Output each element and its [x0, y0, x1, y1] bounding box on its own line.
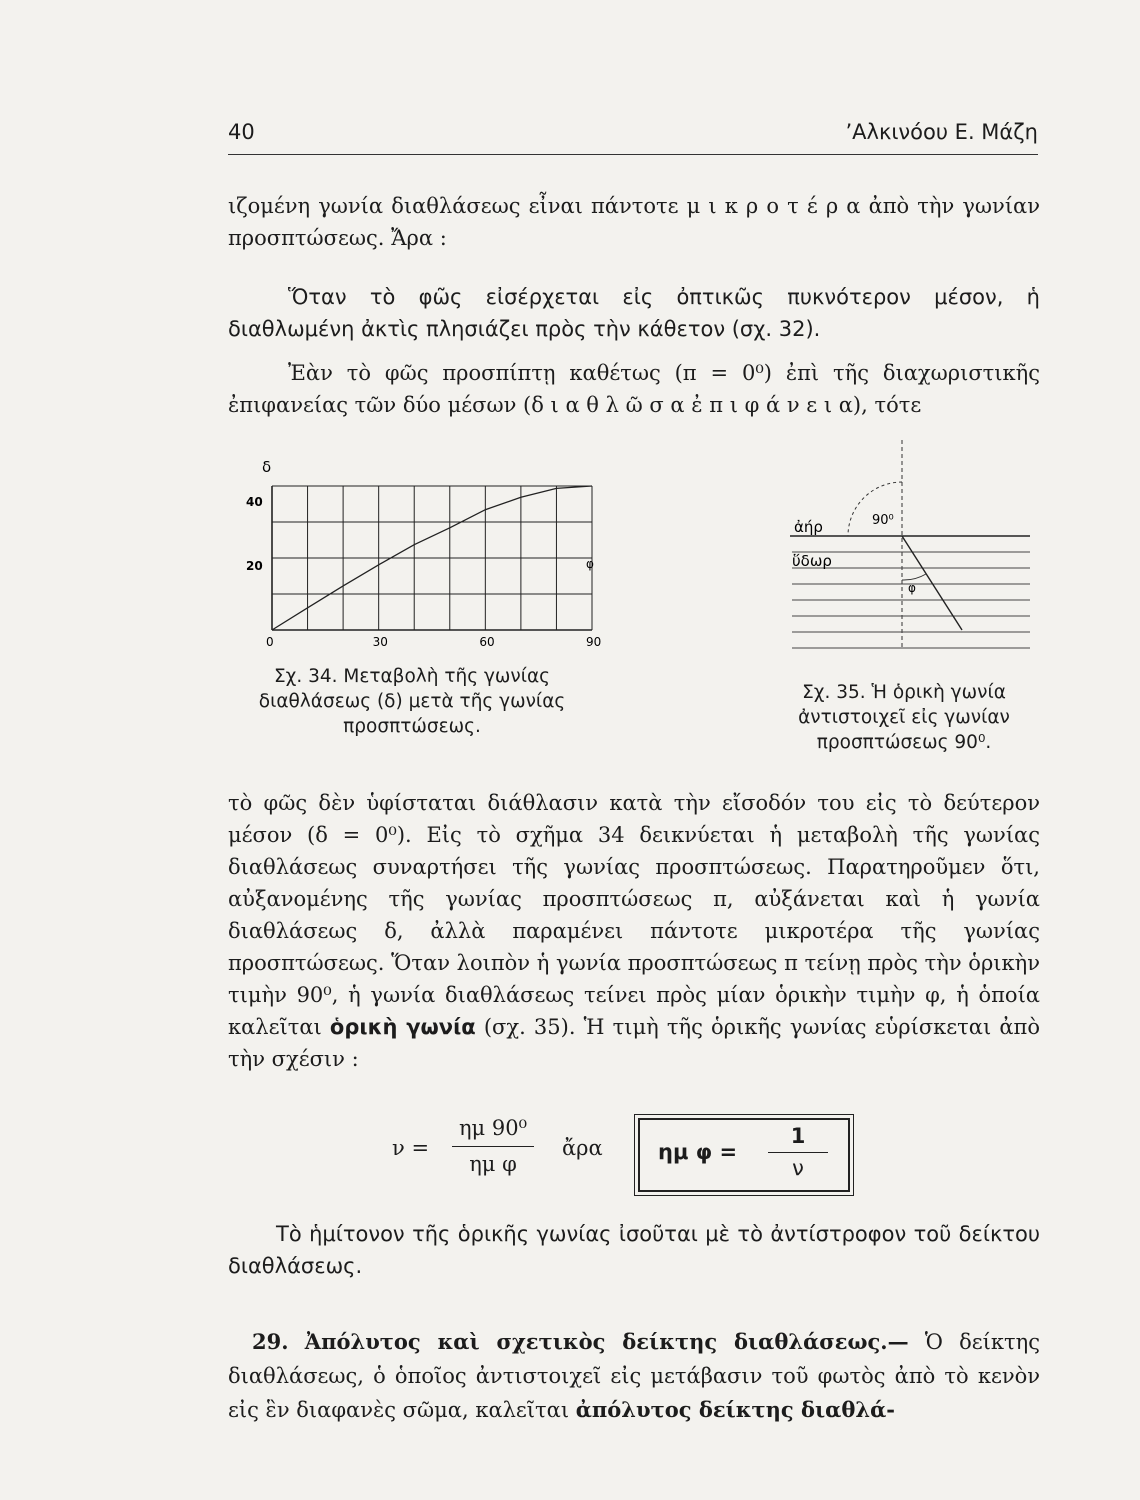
- fraction-bar: [452, 1146, 534, 1147]
- phi-label: φ: [908, 581, 916, 595]
- chart-grid: [272, 486, 592, 630]
- water-label: ὕδωρ: [792, 552, 832, 570]
- y-tick-label: 40: [246, 495, 263, 509]
- formula-numerator: ημ 90⁰: [458, 1116, 528, 1140]
- x-axis-marker-phi: φ: [586, 557, 594, 571]
- chart-ticks: [246, 495, 601, 649]
- air-label: ἀήρ: [794, 518, 823, 536]
- paragraph-2: Ὅταν τὸ φῶς εἰσέρχεται εἰς ὀπτικῶς πυκνότερον μέσον, ἡ διαθλωμένη ἀκτὶς πλησιάζει πρὸς τὴν κάθετον (σχ. 32).: [228, 285, 1040, 341]
- box-formula-numerator: 1: [790, 1124, 806, 1148]
- x-tick-label: 30: [372, 635, 388, 649]
- figure-34-caption: Σχ. 34. Μεταβολὴ τῆς γωνίας διαθλάσεως (δ) μετὰ τῆς γωνίας προσπτώσεως.: [258, 666, 566, 737]
- paragraph-4-text-a: τὸ φῶς δὲν ὑφίσταται διάθλασιν κατὰ τὴν εἴσοδόν του εἰς τὸ δεύτερον μέσον (δ = 0⁰). Εἰς τὸ σχῆμα 34 δεικνύεται ἡ μεταβολὴ τῆς γωνίας διαθλάσεως συναρτήσει τῆς γωνίας προσπτώσεως. Παρατηροῦμεν ὅτι, αὐξανομένης τῆς γωνίας προσπτώσεως π, αὐξάνεται καὶ ἡ γωνία διαθλάσεως δ, ἀλλὰ παραμένει πάντοτε μικροτέρα τῆς γωνίας προσπτώσεως. Ὅταν λοιπὸν ἡ γωνία προσπτώσεως π τείνῃ πρὸς τὴν ὁρικὴν τιμὴν 90⁰, ἡ γωνία διαθλάσεως τείνει πρὸς μίαν ὁρικὴν τιμὴν φ, ἡ ὁποία καλεῖται: [228, 791, 1040, 1039]
- paragraph-3: Ἐὰν τὸ φῶς προσπίπτῃ καθέτως (π = 0⁰) ἐπὶ τῆς διαχωριστικῆς ἐπιφανείας τῶν δύο μέσων (δ ι α θ λ ῶ σ α ἐ π ι φ ά ν ε ι α), τότε: [228, 361, 1040, 417]
- section-bold-term: ἀπόλυτος δείκτης διαθλά-: [575, 1397, 895, 1422]
- page-header: [228, 120, 1038, 155]
- formula-conjunction: ἄρα: [562, 1136, 603, 1160]
- section-text: Ὁ δείκτης διαθλάσεως, ὁ ὁποῖος ἀντιστοιχεῖ εἰς μετάβασιν τοῦ φωτὸς ἀπὸ τὸ κενὸν εἰς ἓν διαφανὲς σῶμα, καλεῖται: [228, 1330, 1040, 1422]
- y-axis-label: δ: [262, 458, 272, 476]
- section-number: 29.: [252, 1329, 289, 1354]
- figure-35-diagram: [780, 440, 1040, 660]
- angle-90-label: 90⁰: [872, 513, 894, 528]
- phi-arc: [902, 574, 926, 580]
- figure-34-chart: [230, 452, 610, 652]
- paragraph-5: Τὸ ἡμίτονον τῆς ὁρικῆς γωνίας ἰσοῦται μὲ τὸ ἀντίστροφον τοῦ δείκτου διαθλάσεως.: [228, 1222, 1040, 1278]
- formula-lhs: ν =: [392, 1136, 430, 1160]
- paragraph-1: ιζομένη γωνία διαθλάσεως εἶναι πάντοτε μ ι κ ρ ο τ έ ρ α ἀπὸ τὴν γωνίαν προσπτώσεως. Ἄρα :: [228, 194, 1040, 250]
- running-head: ’Αλκινόου Ε. Μάζη: [845, 120, 1038, 144]
- figure-35-caption: Σχ. 35. Ἡ ὁρικὴ γωνία ἀντιστοιχεῖ εἰς γωνίαν προσπτώσεως 90⁰.: [798, 682, 1010, 753]
- x-tick-label: 0: [266, 635, 274, 649]
- section-29: [228, 1325, 1040, 1427]
- box-fraction-bar: [768, 1152, 828, 1153]
- y-tick-label: 20: [246, 559, 263, 573]
- x-tick-label: 60: [479, 635, 495, 649]
- box-formula-denominator: ν: [792, 1156, 804, 1180]
- box-formula-lhs: ημ φ =: [658, 1140, 738, 1164]
- term-limiting-angle: ὁρικὴ γωνία: [329, 1015, 476, 1039]
- paragraph-4: [228, 787, 1040, 1075]
- section-title: Ἀπόλυτος καὶ σχετικὸς δείκτης διαθλάσεως.—: [304, 1329, 909, 1354]
- x-tick-label: 90: [586, 635, 602, 649]
- boxed-formula: [638, 1118, 850, 1192]
- page-number: 40: [228, 120, 255, 144]
- paragraph-4-text-b: (σχ. 35). Ἡ τιμὴ τῆς ὁρικῆς γωνίας εὑρίσκεται ἀπὸ τὴν σχέσιν :: [228, 1015, 1040, 1071]
- formula-denominator: ημ φ: [469, 1152, 517, 1176]
